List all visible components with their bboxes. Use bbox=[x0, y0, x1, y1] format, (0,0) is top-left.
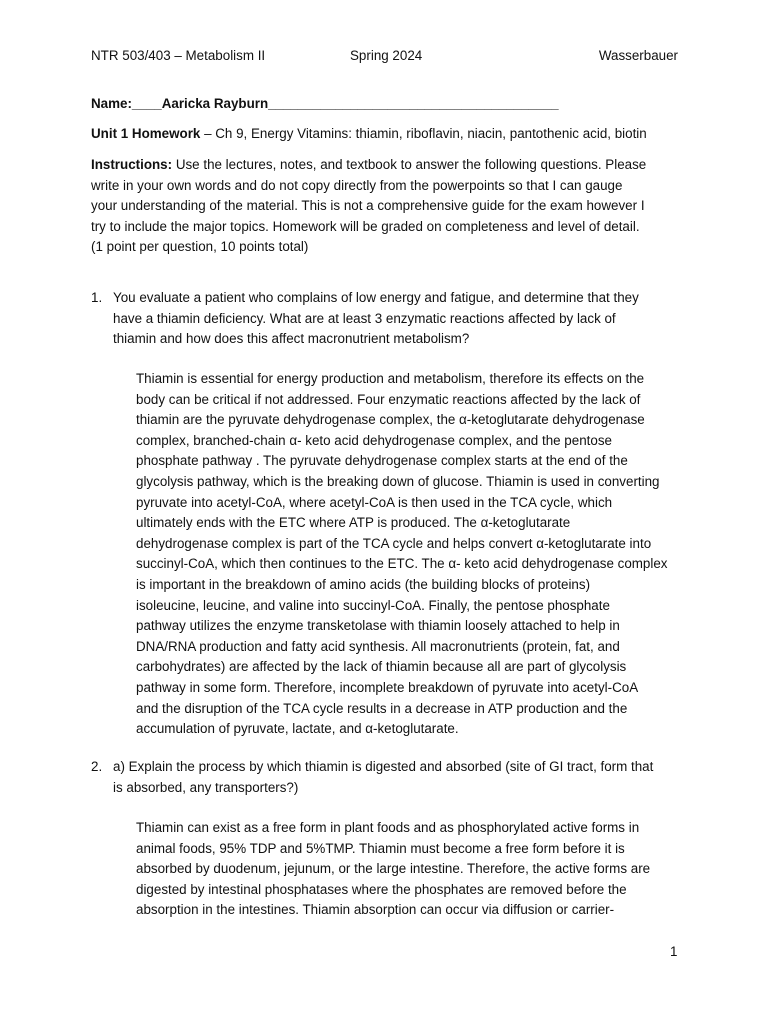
answer-line: glycolysis pathway, which is the breaking down of glucose. Thiamin is used in converting bbox=[136, 473, 660, 489]
question-line: have a thiamin deficiency. What are at least 3 enzymatic reactions affected by lack of bbox=[113, 310, 616, 326]
answer-line: absorption in the intestines. Thiamin absorption can occur via diffusion or carrier- bbox=[136, 902, 615, 918]
answer-line: Thiamin is essential for energy production and metabolism, therefore its effects on the bbox=[136, 371, 645, 386]
question-line: is absorbed, any transporters?) bbox=[113, 779, 299, 795]
answer-line: animal foods, 95% TDP and 5%TMP. Thiamin must become a free form before it is bbox=[136, 840, 625, 856]
student-name-line: Name:____Aaricka Rayburn_______________________________________ bbox=[91, 96, 559, 111]
instructions-line: try to include the major topics. Homework will be graded on completeness and level of detail. bbox=[91, 218, 640, 234]
answer-1 bbox=[136, 369, 681, 740]
answer-line: body can be critical if not addressed. Four enzymatic reactions affected by the lack of bbox=[136, 391, 641, 407]
answer-line: accumulation of pyruvate, lactate, and α-ketoglutarate. bbox=[136, 721, 459, 737]
question-number: 2. bbox=[91, 759, 103, 774]
answer-line: and the disruption of the TCA cycle results in a decrease in ATP production and the bbox=[136, 700, 628, 716]
page-header bbox=[91, 46, 678, 66]
answer-line: is important in the breakdown of amino acids (the building blocks of proteins) bbox=[136, 576, 591, 592]
term: Spring 2024 bbox=[350, 48, 423, 63]
instructor-name: Wasserbauer bbox=[598, 48, 678, 63]
unit-heading bbox=[91, 124, 647, 145]
question-number: 1. bbox=[91, 290, 103, 305]
answer-line: carbohydrates) are affected by the lack of thiamin because all are part of glycolysis bbox=[136, 659, 627, 675]
answer-line: pathway in some form. Therefore, incomplete breakdown of pyruvate into acetyl-CoA bbox=[136, 679, 639, 695]
answer-line: isoleucine, leucine, and valine into succinyl-CoA. Finally, the pentose phosphate bbox=[136, 597, 610, 613]
answer-line: DNA/RNA production and fatty acid synthesis. All macronutrients (protein, fat, and bbox=[136, 638, 620, 654]
instructions-line: write in your own words and do not copy directly from the powerpoints so that I can gauge bbox=[91, 177, 623, 193]
answer-2 bbox=[136, 818, 681, 921]
instructions-label: Instructions: bbox=[91, 157, 173, 172]
answer-line: thiamin are the pyruvate dehydrogenase complex, the α-ketoglutarate dehydrogenase bbox=[136, 412, 645, 428]
answer-line: digested by intestinal phosphatases where the phosphates are removed before the bbox=[136, 881, 627, 897]
question-line: a) Explain the process by which thiamin is digested and absorbed (site of GI tract, form that bbox=[113, 759, 654, 774]
answer-line: pyruvate into acetyl-CoA, where acetyl-CoA is then used in the TCA cycle, which bbox=[136, 494, 613, 510]
question-text bbox=[113, 288, 639, 350]
instructions-line: (1 point per question, 10 points total) bbox=[91, 239, 309, 255]
instructions-line: Use the lectures, notes, and textbook to answer the following questions. Please bbox=[172, 157, 647, 172]
answer-line: succinyl-CoA, which then continues to the ETC. The α- keto acid dehydrogenase complex bbox=[136, 556, 668, 572]
course-title: NTR 503/403 – Metabolism II bbox=[91, 48, 266, 63]
page-number: 1 bbox=[670, 944, 678, 959]
answer-line: dehydrogenase complex is part of the TCA cycle and helps convert α-ketoglutarate into bbox=[136, 535, 652, 551]
instructions-paragraph bbox=[91, 155, 681, 258]
answer-line: complex, branched-chain α- keto acid dehydrogenase complex, and the pentose bbox=[136, 432, 612, 448]
answer-line: absorbed by duodenum, jejunum, or the large intestine. Therefore, the active forms are bbox=[136, 861, 651, 877]
question-line: You evaluate a patient who complains of low energy and fatigue, and determine that they bbox=[113, 290, 639, 305]
instructions-line: your understanding of the material. This is not a comprehensive guide for the exam however I bbox=[91, 198, 645, 214]
question-text bbox=[113, 757, 653, 798]
answer-line: pathway utilizes the enzyme transketolase with thiamin loosely attached to help in bbox=[136, 618, 620, 634]
answer-line: ultimately ends with the ETC where ATP is produced. The α-ketoglutarate bbox=[136, 515, 571, 531]
answer-line: Thiamin can exist as a free form in plant foods and as phosphorylated active forms in bbox=[136, 820, 640, 835]
answer-line: phosphate pathway . The pyruvate dehydrogenase complex starts at the end of the bbox=[136, 453, 628, 469]
unit-label: Unit 1 Homework bbox=[91, 126, 201, 141]
question-line: thiamin and how does this affect macronutrient metabolism? bbox=[113, 331, 470, 347]
unit-description: – Ch 9, Energy Vitamins: thiamin, riboflavin, niacin, pantothenic acid, biotin bbox=[200, 126, 647, 141]
